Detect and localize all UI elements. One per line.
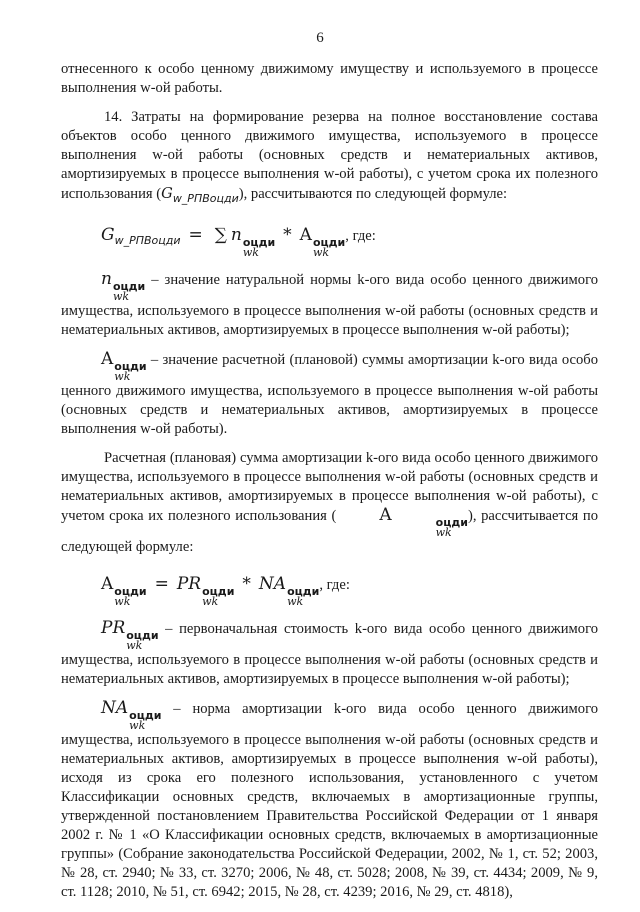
page-number: 6	[316, 30, 324, 46]
formula-a-na: NA оцди wk	[258, 574, 320, 608]
formula-g-a: A оцди wk	[299, 225, 346, 259]
formula-g-n: n оцди wk	[230, 225, 276, 259]
formula-g	[101, 222, 598, 258]
paragraph-calc-text: Расчетная (плановая) сумма амортизации k-ого вида особо ценного движимого имущества, используемого в процессе выполнения w-ой работы (основных средств и нематериальных активов, амортизируемых в процессе выполнения w-ой работы), с учетом срока их полезного использования (	[61, 450, 598, 524]
paragraph-calc-text-after: ), рассчитывается по следующей формуле:	[61, 508, 598, 555]
formula-g-sum: ∑	[214, 225, 227, 245]
definition-n	[61, 270, 598, 340]
formula-g-lhs: $G_{w\_РПВоцди}$	[101, 225, 181, 247]
symbol-a: A оцди wk	[101, 349, 147, 383]
symbol-n: n оцди wk	[101, 269, 146, 303]
definition-a	[61, 350, 598, 439]
paragraph-14-text: 14. Затраты на формирование резерва на полное восстановление состава объектов особо ценного движимого имущества, используемого в процессе выполнения w-ой работы (основных средств и нематериальных активов, амортизируемых в процессе выполнения w-ой работы), с учетом срока их полезного использования (	[61, 109, 598, 202]
symbol-g-inline: $G_{w\_РПВоцди}$	[161, 185, 239, 205]
formula-g-tail: , где:	[345, 228, 376, 244]
formula-a	[101, 571, 598, 607]
formula-a-lhs: A оцди wk	[101, 574, 147, 608]
formula-a-equals: =	[154, 574, 169, 594]
formula-a-tail: , где:	[319, 577, 350, 593]
formula-a-times: *	[242, 574, 251, 594]
document-body	[61, 60, 598, 912]
definition-na	[61, 699, 598, 902]
definition-na-text: – норма амортизации k-ого вида особо ценного движимого имущества, используемого в процессе выполнения w-ой работы (основных средств и нематериальных активов, амортизируемых в процессе выполнения w-ой работы), исходя из срока его полезного использования, установленного с учетом Классификации основных средств, включаемых в амортизационные группы, утвержденной постановлением Правительства Российской Федерации от 1 января 2002 г. № 1 «О Классификации основных средств, включаемых в амортизационные группы» (Собрание законодательства Российской Федерации, 2002, № 1, ст. 52; 2003, № 28, ст. 2940; № 33, ст. 3270; 2006, № 48, ст. 5028; 2008, № 39, ст. 4434; 2009, № 9, ст. 1128; 2010, № 51, ст. 6942; 2015, № 28, ст. 4239; 2016, № 29, ст. 4818),	[61, 701, 598, 900]
formula-a-pr: PR оцди wk	[176, 574, 235, 608]
symbol-na: NA оцди wk	[101, 698, 162, 732]
paragraph-intro: отнесенного к особо ценному движимому имуществу и используемого в процессе выполнения w-ой работы.	[61, 61, 598, 96]
symbol-pr: PR оцди wk	[101, 618, 159, 652]
definition-a-text: – значение расчетной (плановой) суммы амортизации k-ого вида особо ценного движимого имущества, используемого в процессе выполнения w-ой работы (основных средств и нематериальных активов, амортизируемых в процессе выполнения w-ой работы).	[61, 352, 598, 437]
paragraph-calc	[61, 449, 598, 557]
definition-pr-text: – первоначальная стоимость k-ого вида особо ценного движимого имущества, используемого в процессе выполнения w-ой работы (основных средств и нематериальных активов, амортизируемых в процессе выполнения w-ой работы);	[61, 621, 598, 687]
paragraph-14	[61, 108, 598, 208]
paragraph-14-text-after: ), рассчитываются по следующей формуле:	[238, 186, 508, 202]
formula-g-equals: =	[188, 225, 203, 245]
formula-g-times: *	[283, 225, 292, 245]
definition-n-text: – значение натуральной нормы k-ого вида особо ценного движимого имущества, используемого в процессе выполнения w-ой работы (основных средств и нематериальных активов, амортизируемых в процессе выполнения w-ой работы);	[61, 272, 598, 338]
symbol-a-inline: A оцди wk	[379, 505, 468, 539]
definition-pr	[61, 619, 598, 689]
